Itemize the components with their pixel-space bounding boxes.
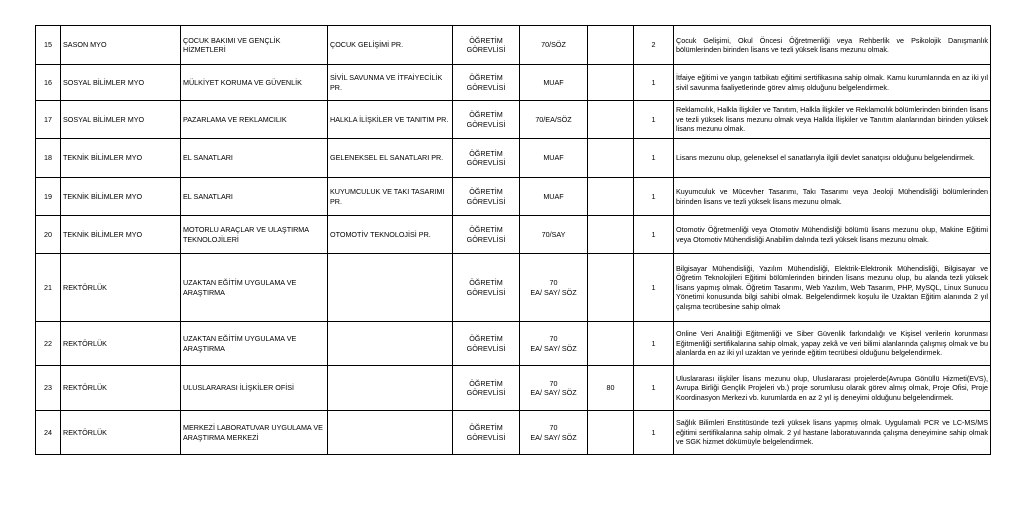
unit-cell: REKTÖRLÜK — [61, 411, 181, 455]
department-cell: MERKEZİ LABORATUVAR UYGULAMA VE ARAŞTIRMA MERKEZİ — [181, 411, 328, 455]
ales-requirement-cell: 70/SAY — [520, 216, 588, 254]
positions-table — [35, 25, 991, 455]
unit-cell: REKTÖRLÜK — [61, 322, 181, 366]
unit-cell: TEKNİK BİLİMLER MYO — [61, 216, 181, 254]
title-cell: ÖĞRETİM GÖREVLİSİ — [453, 26, 520, 65]
row-number: 19 — [36, 178, 61, 216]
score-cell — [588, 322, 634, 366]
department-cell: EL SANATLARI — [181, 178, 328, 216]
row-number: 17 — [36, 101, 61, 139]
department-cell: PAZARLAMA VE REKLAMCILIK — [181, 101, 328, 139]
row-number: 16 — [36, 65, 61, 101]
score-cell — [588, 65, 634, 101]
unit-cell: REKTÖRLÜK — [61, 366, 181, 411]
title-cell: ÖĞRETİM GÖREVLİSİ — [453, 411, 520, 455]
requirements-cell: Otomotiv Öğretmenliği veya Otomotiv Mühendisliği bölümü lisans mezunu olup, Makine Eğitimi veya Otomotiv Mühendisliği Anabilim dalında tezli yüksek lisans mezunu olmak. — [674, 216, 991, 254]
requirements-cell: Online Veri Analitiği Eğitmenliği ve Siber Güvenlik farkındalığı ve Kişisel verilerin korunması Eğitmenliği sertifikalarına sahip olmak, yapay zekâ ve veri bilimi alanlarında çalışmış olmak ve bu alanlarda en az iki yıl uzaktan ve yerinde eğitim tecrübesi olduğunu belgelendirmek. — [674, 322, 991, 366]
requirements-cell: Kuyumculuk ve Mücevher Tasarımı, Takı Tasarımı veya Jeoloji Mühendisliği bölümlerinden birinden lisans ve tezli yüksek lisans mezunu olmak. — [674, 178, 991, 216]
table-row — [36, 366, 991, 411]
department-cell: ÇOCUK BAKIMI VE GENÇLİK HİZMETLERİ — [181, 26, 328, 65]
score-cell: 80 — [588, 366, 634, 411]
row-number: 15 — [36, 26, 61, 65]
count-cell: 2 — [634, 26, 674, 65]
row-number: 22 — [36, 322, 61, 366]
table-row — [36, 139, 991, 178]
score-cell — [588, 26, 634, 65]
score-cell — [588, 411, 634, 455]
row-number: 23 — [36, 366, 61, 411]
table-row — [36, 65, 991, 101]
unit-cell: SOSYAL BİLİMLER MYO — [61, 65, 181, 101]
program-cell — [328, 411, 453, 455]
title-cell: ÖĞRETİM GÖREVLİSİ — [453, 101, 520, 139]
title-cell: ÖĞRETİM GÖREVLİSİ — [453, 139, 520, 178]
count-cell: 1 — [634, 254, 674, 322]
title-cell: ÖĞRETİM GÖREVLİSİ — [453, 178, 520, 216]
department-cell: UZAKTAN EĞİTİM UYGULAMA VE ARAŞTIRMA — [181, 322, 328, 366]
count-cell: 1 — [634, 366, 674, 411]
program-cell: OTOMOTİV TEKNOLOJİSİ PR. — [328, 216, 453, 254]
title-cell: ÖĞRETİM GÖREVLİSİ — [453, 322, 520, 366]
ales-requirement-cell: 70 EA/ SAY/ SÖZ — [520, 411, 588, 455]
ales-requirement-cell: MUAF — [520, 139, 588, 178]
count-cell: 1 — [634, 322, 674, 366]
table-row — [36, 322, 991, 366]
ales-requirement-cell: 70/EA/SÖZ — [520, 101, 588, 139]
table-row — [36, 254, 991, 322]
score-cell — [588, 216, 634, 254]
ales-requirement-cell: 70 EA/ SAY/ SÖZ — [520, 322, 588, 366]
table-row — [36, 26, 991, 65]
unit-cell: REKTÖRLÜK — [61, 254, 181, 322]
program-cell — [328, 366, 453, 411]
department-cell: MÜLKİYET KORUMA VE GÜVENLİK — [181, 65, 328, 101]
program-cell — [328, 254, 453, 322]
table-row — [36, 101, 991, 139]
row-number: 20 — [36, 216, 61, 254]
ales-requirement-cell: MUAF — [520, 65, 588, 101]
requirements-cell: Sağlık Bilimleri Enstitüsünde tezli yüksek lisans yapmış olmak. Uygulamalı PCR ve LC-MS/MS eğitimi sertifikalarına sahip olmak. 2 yıl hastane laboratuvarında çalışma deneyimine sahip olmak ve SGK hizmet dökümüyle belgelendirmek. — [674, 411, 991, 455]
ales-requirement-cell: 70/SÖZ — [520, 26, 588, 65]
requirements-cell: Uluslararası ilişkiler lisans mezunu olup, Uluslararası projelerde(Avrupa Gönüllü Hizmeti(EVS), Avrupa Birliği Gençlik Projeleri vb.) proje sorumlusu olarak görev almış olmak, Proje Ofisi, Proje Koordinasyon Merkezi vb. kurumlarda en az 2 yıl iş deneyimi olduğunu belgelendirmek. — [674, 366, 991, 411]
ales-requirement-cell: MUAF — [520, 178, 588, 216]
unit-cell: TEKNİK BİLİMLER MYO — [61, 178, 181, 216]
program-cell: GELENEKSEL EL SANATLARI PR. — [328, 139, 453, 178]
unit-cell: SASON MYO — [61, 26, 181, 65]
title-cell: ÖĞRETİM GÖREVLİSİ — [453, 254, 520, 322]
count-cell: 1 — [634, 65, 674, 101]
program-cell: HALKLA İLİŞKİLER VE TANITIM PR. — [328, 101, 453, 139]
count-cell: 1 — [634, 101, 674, 139]
requirements-cell: Bilgisayar Mühendisliği, Yazılım Mühendisliği, Elektrik-Elektronik Mühendisliği, Bilgisayar ve Öğretim Teknolojileri Eğitimi bölümlerinden birinden lisans mezunu olup, bu alanda tezli yüksek lisans yapmış olmak. Öğretim Tasarımı, Web Yazılım, Web Tasarım, PHP, MySQL, Linux Sunucu Yönetimi konusunda bilgi sahibi olmak. Belgelendirmek koşulu ile Uzaktan Eğitim alanında 2 yıl çalışma tecrübesine sahip olmak — [674, 254, 991, 322]
department-cell: MOTORLU ARAÇLAR VE ULAŞTIRMA TEKNOLOJİLERİ — [181, 216, 328, 254]
department-cell: EL SANATLARI — [181, 139, 328, 178]
unit-cell: TEKNİK BİLİMLER MYO — [61, 139, 181, 178]
score-cell — [588, 178, 634, 216]
title-cell: ÖĞRETİM GÖREVLİSİ — [453, 216, 520, 254]
title-cell: ÖĞRETİM GÖREVLİSİ — [453, 65, 520, 101]
program-cell: KUYUMCULUK VE TAKI TASARIMI PR. — [328, 178, 453, 216]
score-cell — [588, 254, 634, 322]
count-cell: 1 — [634, 216, 674, 254]
ales-requirement-cell: 70 EA/ SAY/ SÖZ — [520, 366, 588, 411]
table-row — [36, 411, 991, 455]
requirements-cell: Reklamcılık, Halkla İlişkiler ve Tanıtım, Halkla İlişkiler ve Reklamcılık bölümlerinden birinden lisans ve tezli yüksek lisans mezunu olmak veya Halkla İlişkiler ve Tanıtım alanlarından birinden yüksek lisans mezunu olmak. — [674, 101, 991, 139]
requirements-cell: Lisans mezunu olup, geleneksel el sanatlarıyla ilgili devlet sanatçısı olduğunu belgelendirmek. — [674, 139, 991, 178]
table-body — [36, 26, 991, 455]
program-cell: SİVİL SAVUNMA VE İTFAİYECİLİK PR. — [328, 65, 453, 101]
program-cell — [328, 322, 453, 366]
table-row — [36, 178, 991, 216]
score-cell — [588, 101, 634, 139]
title-cell: ÖĞRETİM GÖREVLİSİ — [453, 366, 520, 411]
row-number: 21 — [36, 254, 61, 322]
program-cell: ÇOCUK GELİŞİMİ PR. — [328, 26, 453, 65]
ales-requirement-cell: 70 EA/ SAY/ SÖZ — [520, 254, 588, 322]
count-cell: 1 — [634, 411, 674, 455]
row-number: 18 — [36, 139, 61, 178]
score-cell — [588, 139, 634, 178]
requirements-cell: Çocuk Gelişimi, Okul Öncesi Öğretmenliği veya Rehberlik ve Psikolojik Danışmanlık bölümlerinden birinden lisans ve tezli yüksek lisans mezunu olmak. — [674, 26, 991, 65]
requirements-cell: İtfaiye eğitimi ve yangın tatbikatı eğitimi sertifikasına sahip olmak. Kamu kurumlarında en az iki yıl sivil savunma faaliyetlerinde görev almış olduğunu belgelendirmek. — [674, 65, 991, 101]
unit-cell: SOSYAL BİLİMLER MYO — [61, 101, 181, 139]
row-number: 24 — [36, 411, 61, 455]
department-cell: ULUSLARARASI İLİŞKİLER OFİSİ — [181, 366, 328, 411]
count-cell: 1 — [634, 178, 674, 216]
department-cell: UZAKTAN EĞİTİM UYGULAMA VE ARAŞTIRMA — [181, 254, 328, 322]
count-cell: 1 — [634, 139, 674, 178]
table-row — [36, 216, 991, 254]
